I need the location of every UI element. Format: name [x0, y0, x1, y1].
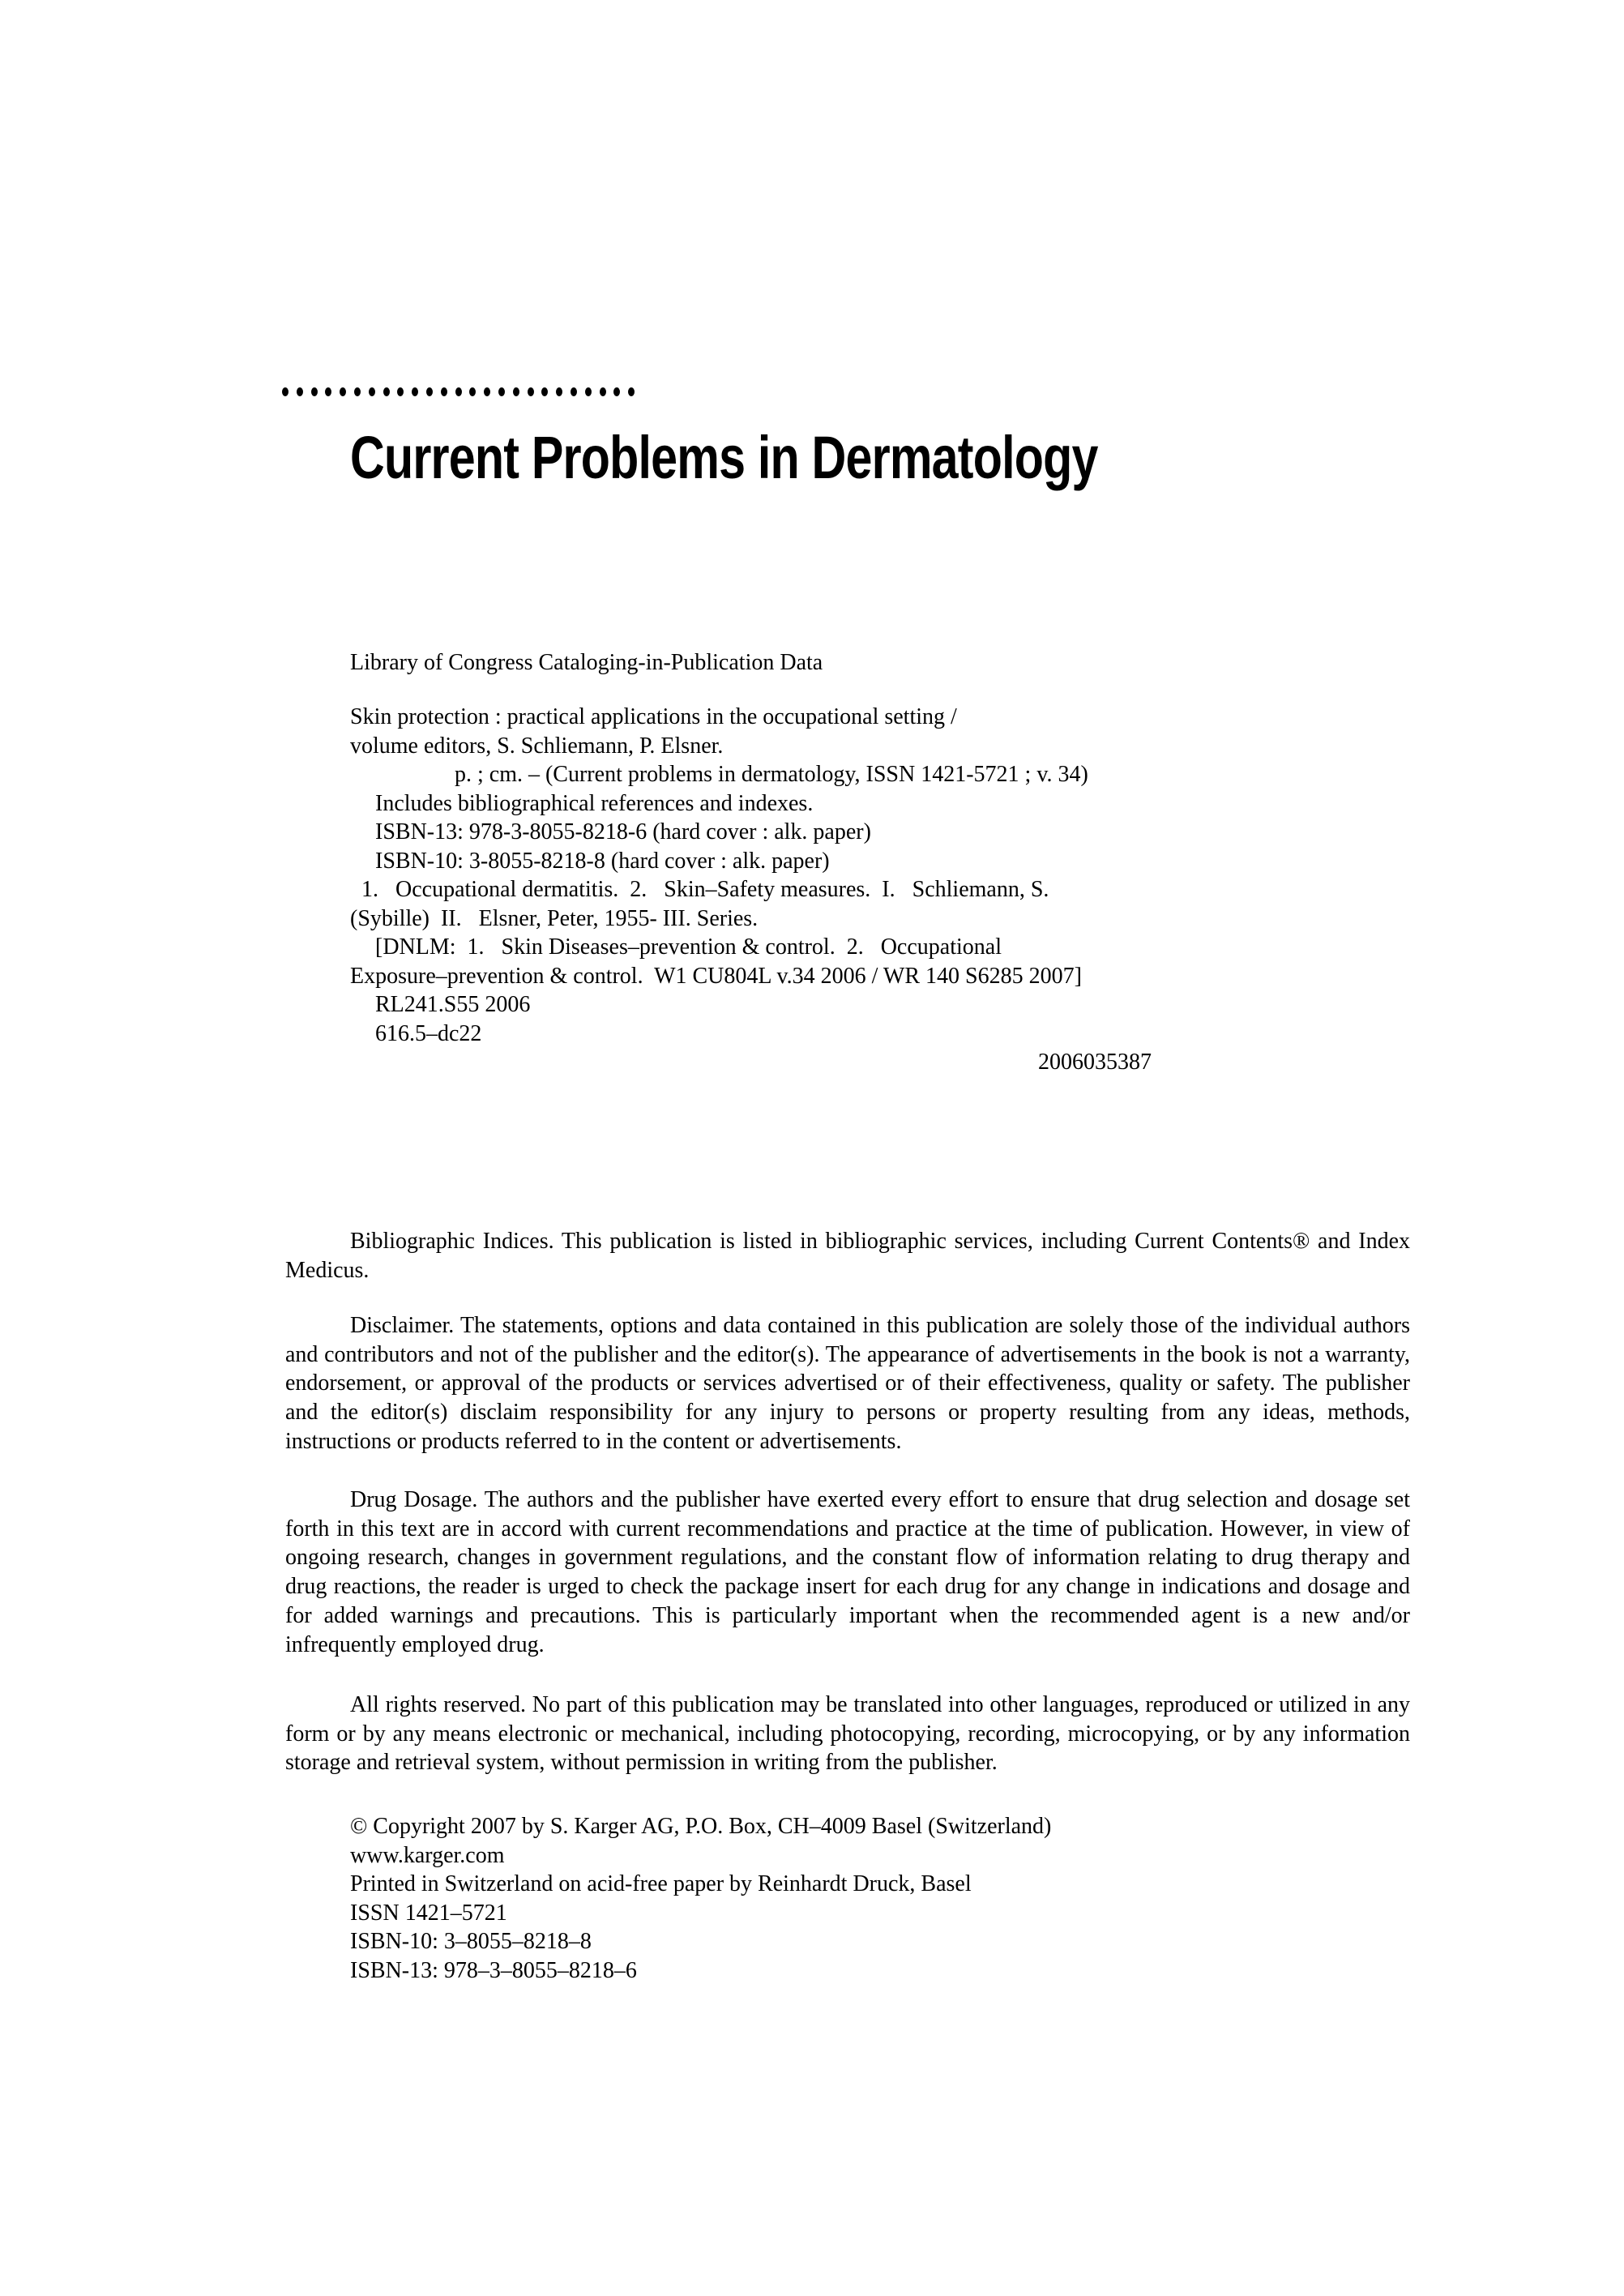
- dot: [541, 387, 548, 396]
- copyright-line: © Copyright 2007 by S. Karger AG, P.O. Box, CH–4009 Basel (Switzerland): [350, 1814, 1052, 1839]
- website-link[interactable]: www.karger.com: [350, 1842, 505, 1868]
- dot: [498, 387, 505, 396]
- cip-line: RL241.S55 2006: [375, 992, 531, 1017]
- dot: [613, 387, 620, 396]
- dot: [528, 387, 534, 396]
- dot: [297, 387, 303, 396]
- cip-heading: Library of Congress Cataloging-in-Publication Data: [350, 650, 823, 675]
- disclaimer-paragraph: Disclaimer. The statements, options and data contained in this publication are solely those of the individual authors and contributors and not of the publisher and the editor(s). The appearance of advertisements in the book is not a warranty, endorsement, or approval of the products or services advertised or of their effectiveness, quality or safety. The publisher and the editor(s) disclaim responsibility for any injury to persons or property resulting from any ideas, methods, instructions or products referred to in the content or advertisements.: [285, 1313, 1410, 1454]
- imprint-block: [350, 1812, 1051, 1985]
- dot: [354, 387, 361, 396]
- cip-line: volume editors, S. Schliemann, P. Elsner.: [350, 733, 724, 759]
- cip-line: ISBN-10: 3-8055-8218-8 (hard cover : alk. paper): [375, 848, 830, 874]
- series-title: Current Problems in Dermatology: [350, 424, 1098, 491]
- dot: [282, 387, 288, 396]
- drug-dosage-paragraph: Drug Dosage. The authors and the publisher have exerted every effort to ensure that drug selection and dosage set forth in this text are in accord with current recommendations and practice at the time of publication. However, in view of ongoing research, changes in government regulations, and the constant flow of information relating to drug therapy and drug reactions, the reader is urged to check the package insert for each drug for any change in indications and dosage and for added warnings and precautions. This is particularly important when the recommended agent is a new and/or infrequently employed drug.: [285, 1487, 1410, 1657]
- cip-line: (Sybille) II. Elsner, Peter, 1955- III. Series.: [350, 905, 759, 931]
- cip-line: Skin protection : practical applications in the occupational setting /: [350, 704, 957, 729]
- dot: [441, 387, 447, 396]
- cip-record: [350, 703, 1160, 1077]
- dot: [585, 387, 592, 396]
- cip-line: Exposure–prevention & control. W1 CU804L v.34 2006 / WR 140 S6285 2007]: [350, 963, 1082, 989]
- dotted-rule: [282, 387, 643, 396]
- dot: [571, 387, 577, 396]
- dot: [412, 387, 418, 396]
- dot: [397, 387, 404, 396]
- dot: [556, 387, 562, 396]
- dot: [325, 387, 331, 396]
- rights-paragraph: All rights reserved. No part of this publication may be translated into other languages, reproduced or utilized in any form or by any means electronic or mechanical, including photocopying, recording, microcopying, or by any information storage and retrieval system, without permission in writing from the publisher.: [285, 1692, 1410, 1776]
- dot: [484, 387, 490, 396]
- cip-line: ISBN-13: 978-3-8055-8218-6 (hard cover : alk. paper): [375, 819, 871, 844]
- isbn13-line: ISBN-13: 978–3–8055–8218–6: [350, 1957, 637, 1983]
- dot: [369, 387, 375, 396]
- cip-line: p. ; cm. – (Current problems in dermatology, ISSN 1421-5721 ; v. 34): [455, 762, 1088, 787]
- cip-line: 1. Occupational dermatitis. 2. Skin–Safety measures. I. Schliemann, S.: [361, 877, 1049, 902]
- dot: [628, 387, 635, 396]
- dot: [340, 387, 346, 396]
- dot: [426, 387, 433, 396]
- dot: [513, 387, 519, 396]
- lccn: 2006035387: [1038, 1050, 1152, 1075]
- dot: [455, 387, 462, 396]
- dot: [600, 387, 606, 396]
- dot: [383, 387, 390, 396]
- printer-line: Printed in Switzerland on acid-free paper by Reinhardt Druck, Basel: [350, 1871, 972, 1896]
- bibliographic-indices-paragraph: Bibliographic Indices. This publication is listed in bibliographic services, including Current Contents® and Index Medicus.: [285, 1229, 1410, 1283]
- dot: [469, 387, 476, 396]
- dot: [311, 387, 318, 396]
- cip-line: 616.5–dc22: [375, 1020, 482, 1046]
- cip-line: [DNLM: 1. Skin Diseases–prevention & control. 2. Occupational: [375, 934, 1002, 960]
- cip-line: Includes bibliographical references and indexes.: [375, 790, 814, 816]
- isbn10-line: ISBN-10: 3–8055–8218–8: [350, 1929, 592, 1954]
- issn-line: ISSN 1421–5721: [350, 1900, 507, 1926]
